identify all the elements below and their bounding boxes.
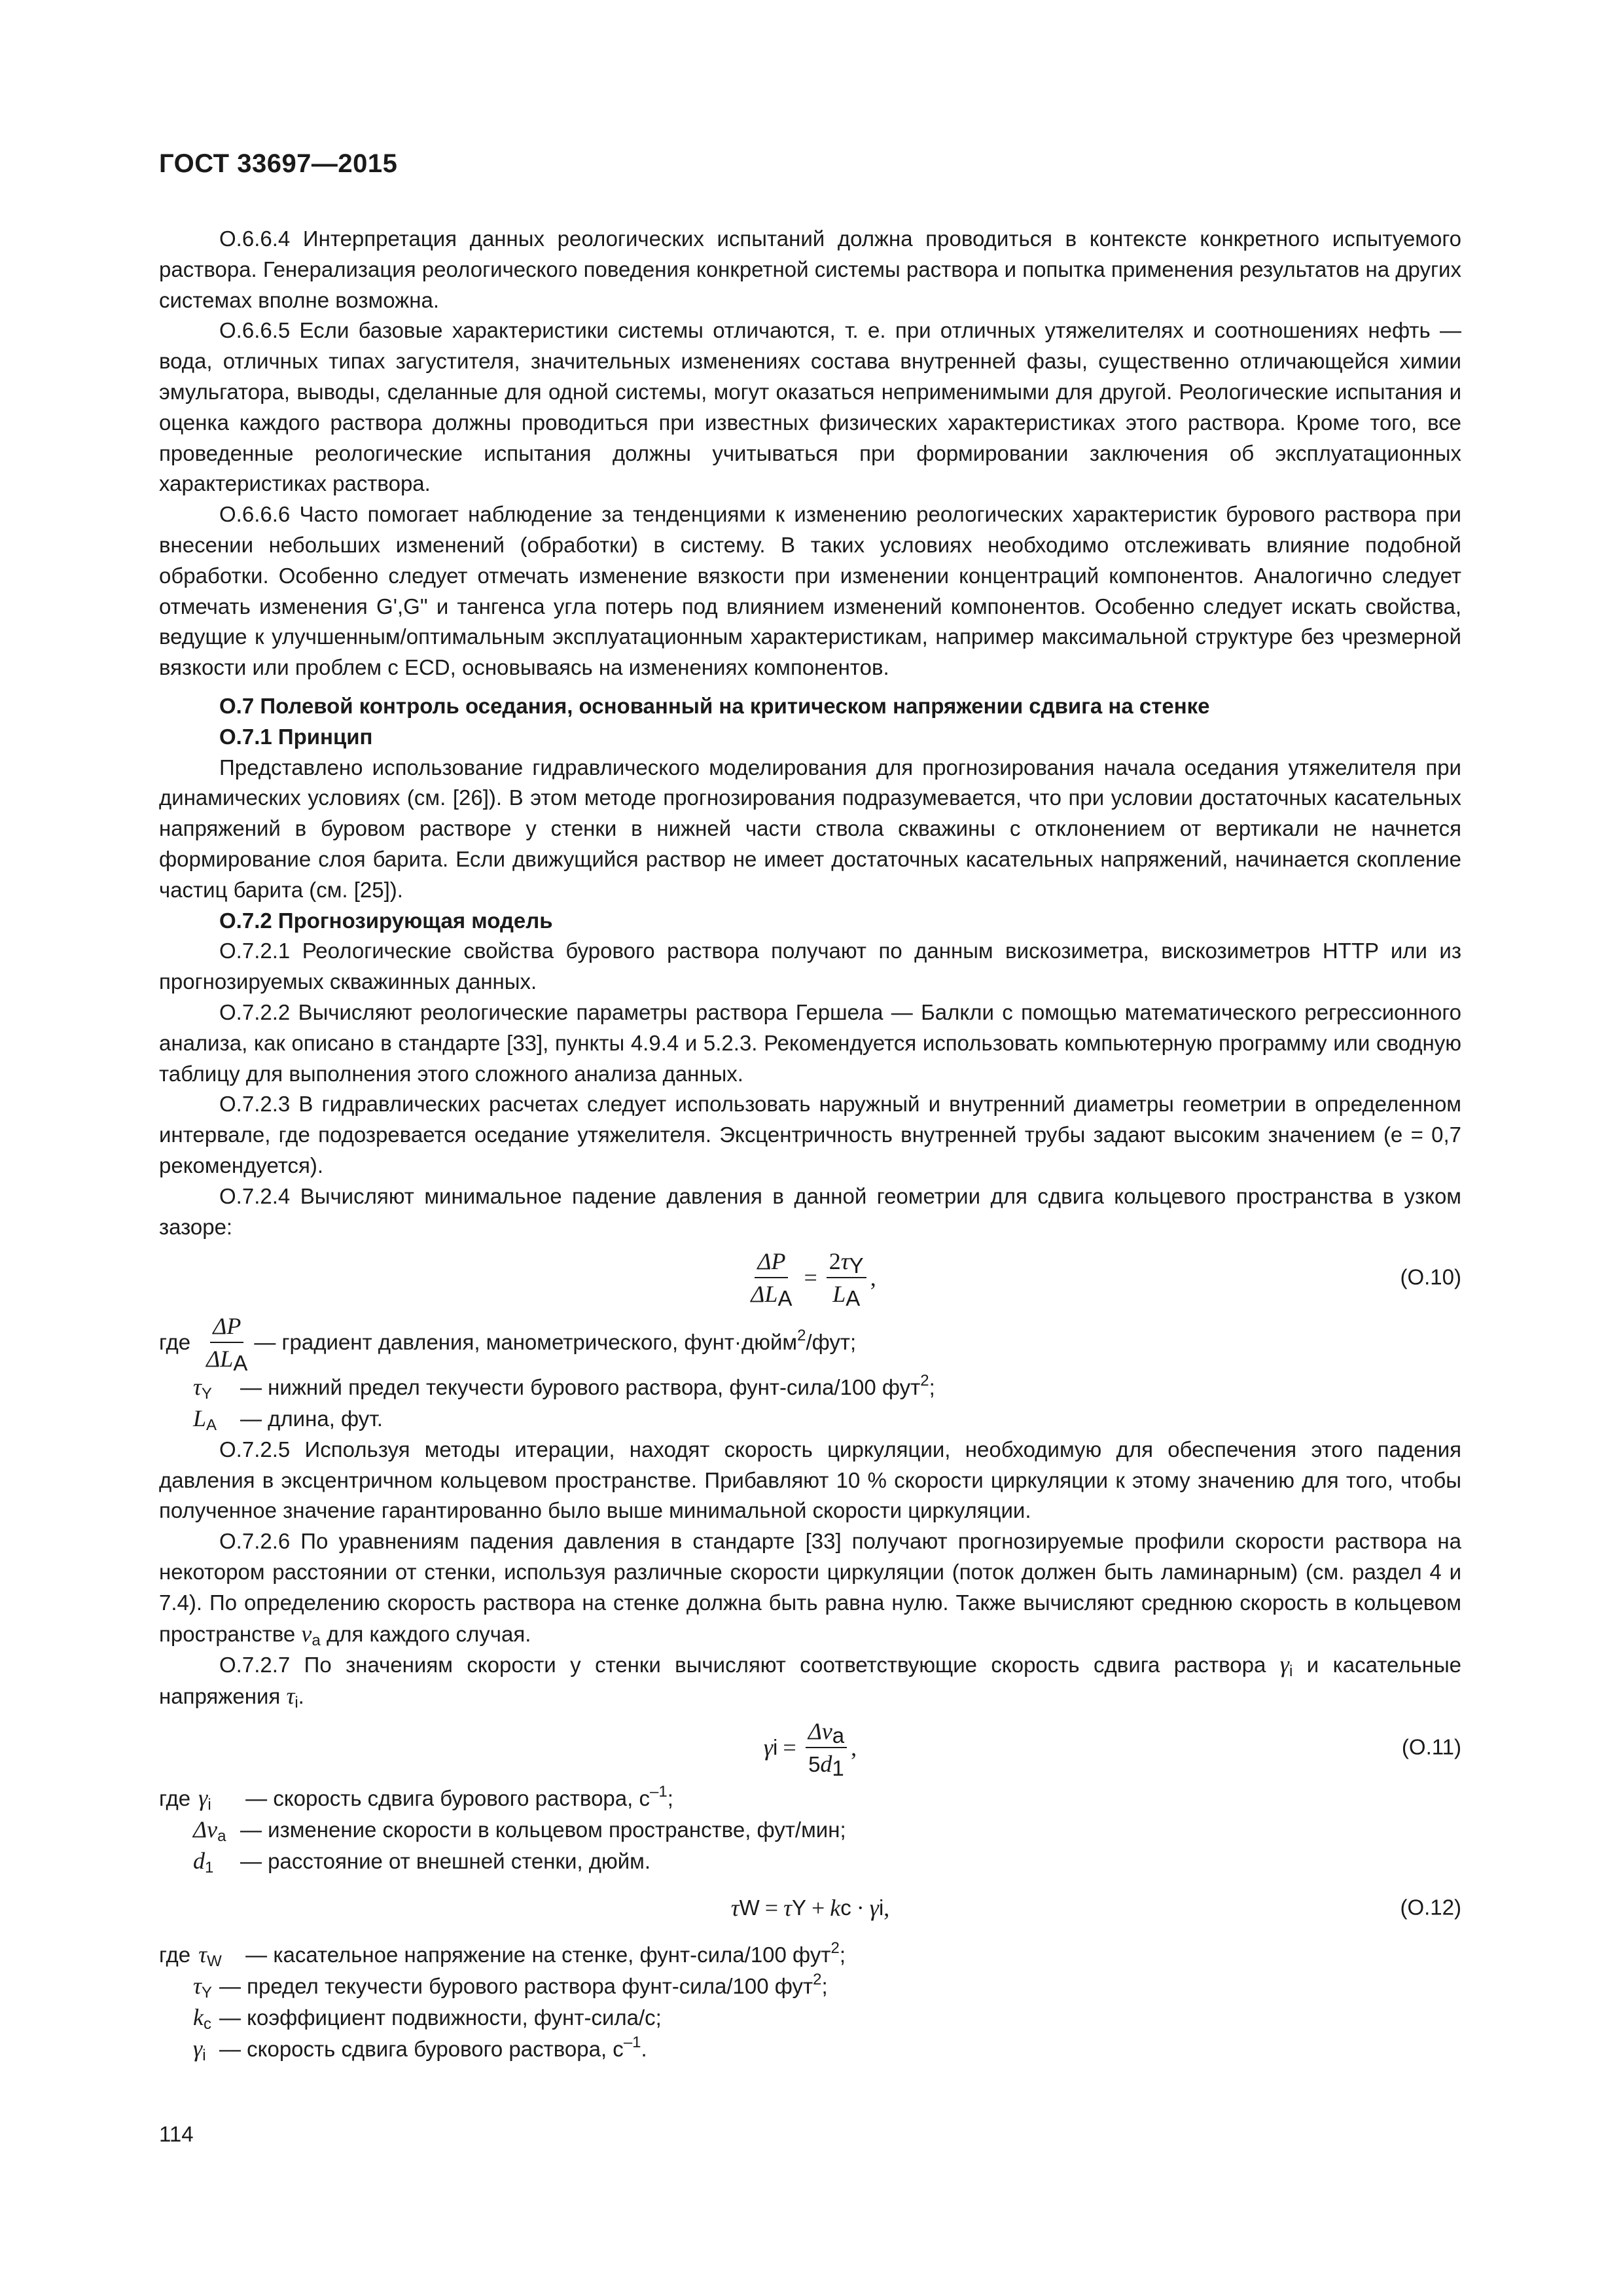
- definition-tau-y: $\tau_Y$ — нижний предел текучести бурового раствора, фунт-сила/100 фут$^2$;: [193, 1372, 935, 1403]
- where-label: где: [159, 1329, 191, 1354]
- paragraph-o727: О.7.2.7 По значениям скорости у стенки вычисляют соответствующие скорость сдвига раствора $\gamma_i$ и касательные напряжения $\tau_i$.: [159, 1651, 1462, 1712]
- page-number: 114: [159, 2122, 194, 2146]
- paragraph-o721: О.7.2.1 Реологические свойства бурового раствора получают по данным вискозиметра, вискозиметров HTTP или из прогнозируемых скважинных данных.: [159, 939, 1461, 994]
- formula-number-o12: (О.12): [1400, 1895, 1461, 1920]
- formula-o10: $\frac{\Delta P}{\Delta L_A}$ = $\frac{2\tau_Y}{L_A}$ , (О.10): [159, 1242, 1461, 1313]
- definition-gradient: [159, 1313, 1461, 1376]
- definition-gamma-i: где $\gamma_i$ — скорость сдвига бурового раствора, $с^{-1}$;: [159, 1783, 673, 1814]
- paragraph-o665: О.6.6.5 Если базовые характеристики системы отличаются, т. е. при отличных утяжелителях и соотношениях нефть — вода, отличных типах загустителя, значительных изменениях состава внутренней фазы, существенно отличающейся химии эмульгатора, выводы, сделанные для одной системы, могут оказаться неприменимыми для другой. Реологические испытания и оценка каждого раствора должны проводиться при известных физических характеристиках этого раствора. Кроме того, все проведенные реологические испытания должны учитываться при формировании заключения об эксплуатационных характеристиках раствора.: [159, 318, 1461, 496]
- formula-number-o10: (О.10): [1400, 1265, 1461, 1289]
- section-heading-o72: О.7.2 Прогнозирующая модель: [219, 908, 553, 933]
- paragraph-o722: О.7.2.2 Вычисляют реологические параметры раствора Гершела — Балкли с помощью математического регрессионного анализа, как описано в стандарте [33], пункты 4.9.4 и 5.2.3. Рекомендуется использовать компьютерную программу или сводную таблицу для выполнения этого сложного анализа данных.: [159, 999, 1461, 1086]
- formula-o11: γ i = $\frac{\Delta v_a}{5d_1}$ , (О.11): [763, 1717, 1461, 1780]
- paragraph-o664: О.6.6.4 Интерпретация данных реологических испытаний должна проводиться в контексте конкретного испытуемого раствора. Генерализация реологического поведения конкретной системы раствора и попытка применения результатов на других системах вполне возможна.: [159, 226, 1461, 312]
- definition-delta-va: $\Delta v_a$ — изменение скорости в кольцевом пространстве, фут/мин;: [193, 1816, 846, 1845]
- fraction-dp-dla: $\frac{\Delta P}{\Delta L_A}$: [751, 1248, 793, 1311]
- formula-number-o11: (О.11): [1401, 1734, 1461, 1759]
- fraction-dva-5d1: $\frac{\Delta v_a}{5d_1}$: [806, 1718, 847, 1778]
- paragraph-o666: О.6.6.6 Часто помогает наблюдение за тенденциями к изменению реологических характеристик бурового раствора при внесении небольших изменений (обработки) в систему. В таких условиях необходимо отслеживать влияние подобной обработки. Особенно следует отмечать изменение вязкости при изменении концентраций компонентов. Аналогично следует отмечать изменения G',G" и тангенса угла потерь под влиянием изменений компонентов. Особенно следует искать свойства, ведущие к улучшенным/оптимальным эксплуатационным характеристикам, например максимальной структуре без чрезмерной вязкости или проблем с ECD, основываясь на изменениях компонентов.: [159, 502, 1461, 680]
- section-heading-o71: О.7.1 Принцип: [219, 724, 373, 749]
- definition-kc: $k_c$ — коэффициент подвижности, фунт-сила/с;: [193, 2004, 662, 2034]
- section-heading-o7: О.7 Полевой контроль оседания, основанный на критическом напряжении сдвига на стенке: [219, 693, 1210, 718]
- fraction-dp-dla-small: $\frac{\Delta P}{\Delta L_A}$: [206, 1313, 248, 1376]
- definition-tau-y-2: $\tau_Y$ — предел текучести бурового раствора фунт-сила/100 фут$^2$;: [193, 1971, 828, 2002]
- paragraph-o725: О.7.2.5 Используя методы итерации, находят скорость циркуляции, необходимую для обеспечения этого падения давления в эксцентричном кольцевом пространстве. Прибавляют 10 % скорости циркуляции к этому значению для того, чтобы полученное значение гарантированно было выше минимальной скорости циркуляции.: [159, 1437, 1461, 1523]
- definition-text: — градиент давления, манометрического, фунт·дюйм$^2$/фут;: [254, 1326, 857, 1354]
- definition-tau-w: где $\tau_W$ — касательное напряжение на стенке, фунт-сила/100 фут$^2$;: [159, 1939, 846, 1971]
- definition-d1: $d_1$ — расстояние от внешней стенки, дюйм.: [193, 1847, 651, 1876]
- formula-o12: τ W = τ Y + k c · γ i , (О.12): [159, 1876, 1461, 1939]
- definition-gamma-i-2: $\gamma_i$ — скорость сдвига бурового раствора, $с^{-1}$.: [193, 2033, 647, 2064]
- fraction-2tau-la: $\frac{2\tau_Y}{L_A}$: [827, 1248, 866, 1307]
- document-id: ГОСТ 33697—2015: [159, 149, 398, 178]
- paragraph-o726: О.7.2.6 По уравнениям падения давления в стандарте [33] получают прогнозируемые профили скорости раствора на некотором расстоянии от стенки, используя различные скорости циркуляции (поток должен быть ламинарным) (см. раздел 4 и 7.4). По определению скорость раствора на стенке должна быть равна нулю. Также вычисляют среднюю скорость в кольцевом пространстве $v_a$ для каждого случая.: [159, 1529, 1461, 1649]
- paragraph-o71: Представлено использование гидравлического моделирования для прогнозирования начала оседания утяжелителя при динамических условиях (см. [26]). В этом методе прогнозирования подразумевается, что при условии достаточных касательных напряжений в буровом растворе у стенки в нижней части ствола скважины с отклонением от вертикали не начнется формирование слоя барита. Если движущийся раствор не имеет достаточных касательных напряжений, начинается скопление частиц барита (см. [25]).: [159, 755, 1461, 902]
- definition-la: $L_A$ — длина, фут.: [193, 1405, 383, 1435]
- paragraph-o724: О.7.2.4 Вычисляют минимальное падение давления в данной геометрии для сдвига кольцевого пространства в узком зазоре:: [159, 1183, 1461, 1239]
- page-body: [159, 224, 1461, 2065]
- paragraph-o723: О.7.2.3 В гидравлических расчетах следует использовать наружный и внутренний диаметры геометрии в определенном интервале, где подозревается оседание утяжелителя. Эксцентричность внутренней трубы задают высоким значением (e = 0,7 рекомендуется).: [159, 1092, 1461, 1177]
